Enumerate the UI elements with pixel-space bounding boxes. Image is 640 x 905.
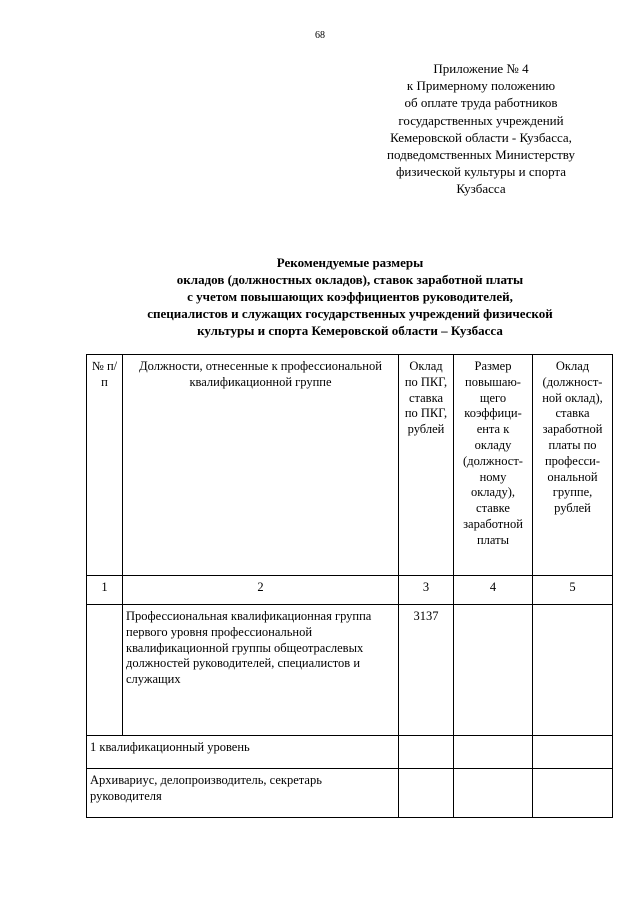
group-row-total (533, 605, 613, 736)
column-number: 1 (87, 576, 123, 605)
table-row (87, 605, 613, 736)
header-coefficient: Размер повышаю-щего коэффици-ента к окладу (должност-ному окладу), ставке заработной платы (454, 355, 533, 576)
header-positions: Должности, отнесенные к профессиональной квалификационной группе (123, 355, 399, 576)
level-row-salary (399, 736, 454, 769)
header-number: № п/п (87, 355, 123, 576)
appendix-line: физической культуры и спорта (395, 164, 567, 180)
level-row-total (533, 736, 613, 769)
appendix-line: к Примерному положению (406, 78, 556, 94)
position-row-salary (399, 769, 454, 818)
position-row-label: Архивариус, делопроизводитель, секретарь руководителя (87, 769, 399, 818)
group-row-coefficient (454, 605, 533, 736)
appendix-line: Кемеровской области - Кузбасса, (390, 129, 572, 145)
salary-table (86, 354, 613, 818)
title-line: с учетом повышающих коэффициентов руководителей, (187, 289, 513, 304)
column-number: 4 (454, 576, 533, 605)
appendix-line: об оплате труда работников (404, 95, 558, 111)
header-salary-pkg: Оклад по ПКГ, ставка по ПКГ, рублей (399, 355, 454, 576)
level-row-label: 1 квалификационный уровень (87, 736, 399, 769)
appendix-line: государственных учреждений (398, 112, 564, 128)
appendix-line: Приложение № 4 (433, 61, 529, 76)
column-number: 2 (123, 576, 399, 605)
table-row (87, 736, 613, 769)
title-line: культуры и спорта Кемеровской области – Кузбасса (197, 323, 503, 338)
table-header-row (87, 355, 613, 576)
position-row-coefficient (454, 769, 533, 818)
header-group-salary: Оклад (должност-ной оклад), ставка заработной платы по професси-ональной группе, рублей (533, 355, 613, 576)
document-title (90, 254, 610, 339)
title-line: Рекомендуемые размеры (276, 255, 424, 270)
table-row (87, 769, 613, 818)
group-row-title: Профессиональная квалификационная группа первого уровня профессиональной квалификационной группы общеотраслевых должностей руководителей, специалистов и служащих (123, 605, 399, 736)
column-number: 3 (399, 576, 454, 605)
group-row-salary: 3137 (399, 605, 454, 736)
appendix-block (366, 60, 596, 198)
position-row-total (533, 769, 613, 818)
title-line: окладов (должностных окладов), ставок заработной платы (176, 272, 524, 287)
level-row-coefficient (454, 736, 533, 769)
appendix-line: Кузбасса (456, 181, 506, 197)
page-number: 68 (315, 30, 325, 41)
group-row-number (87, 605, 123, 736)
title-line: специалистов и служащих государственных учреждений физической (147, 306, 553, 321)
column-number: 5 (533, 576, 613, 605)
column-number-row (87, 576, 613, 605)
appendix-line: подведомственных Министерству (387, 147, 575, 163)
